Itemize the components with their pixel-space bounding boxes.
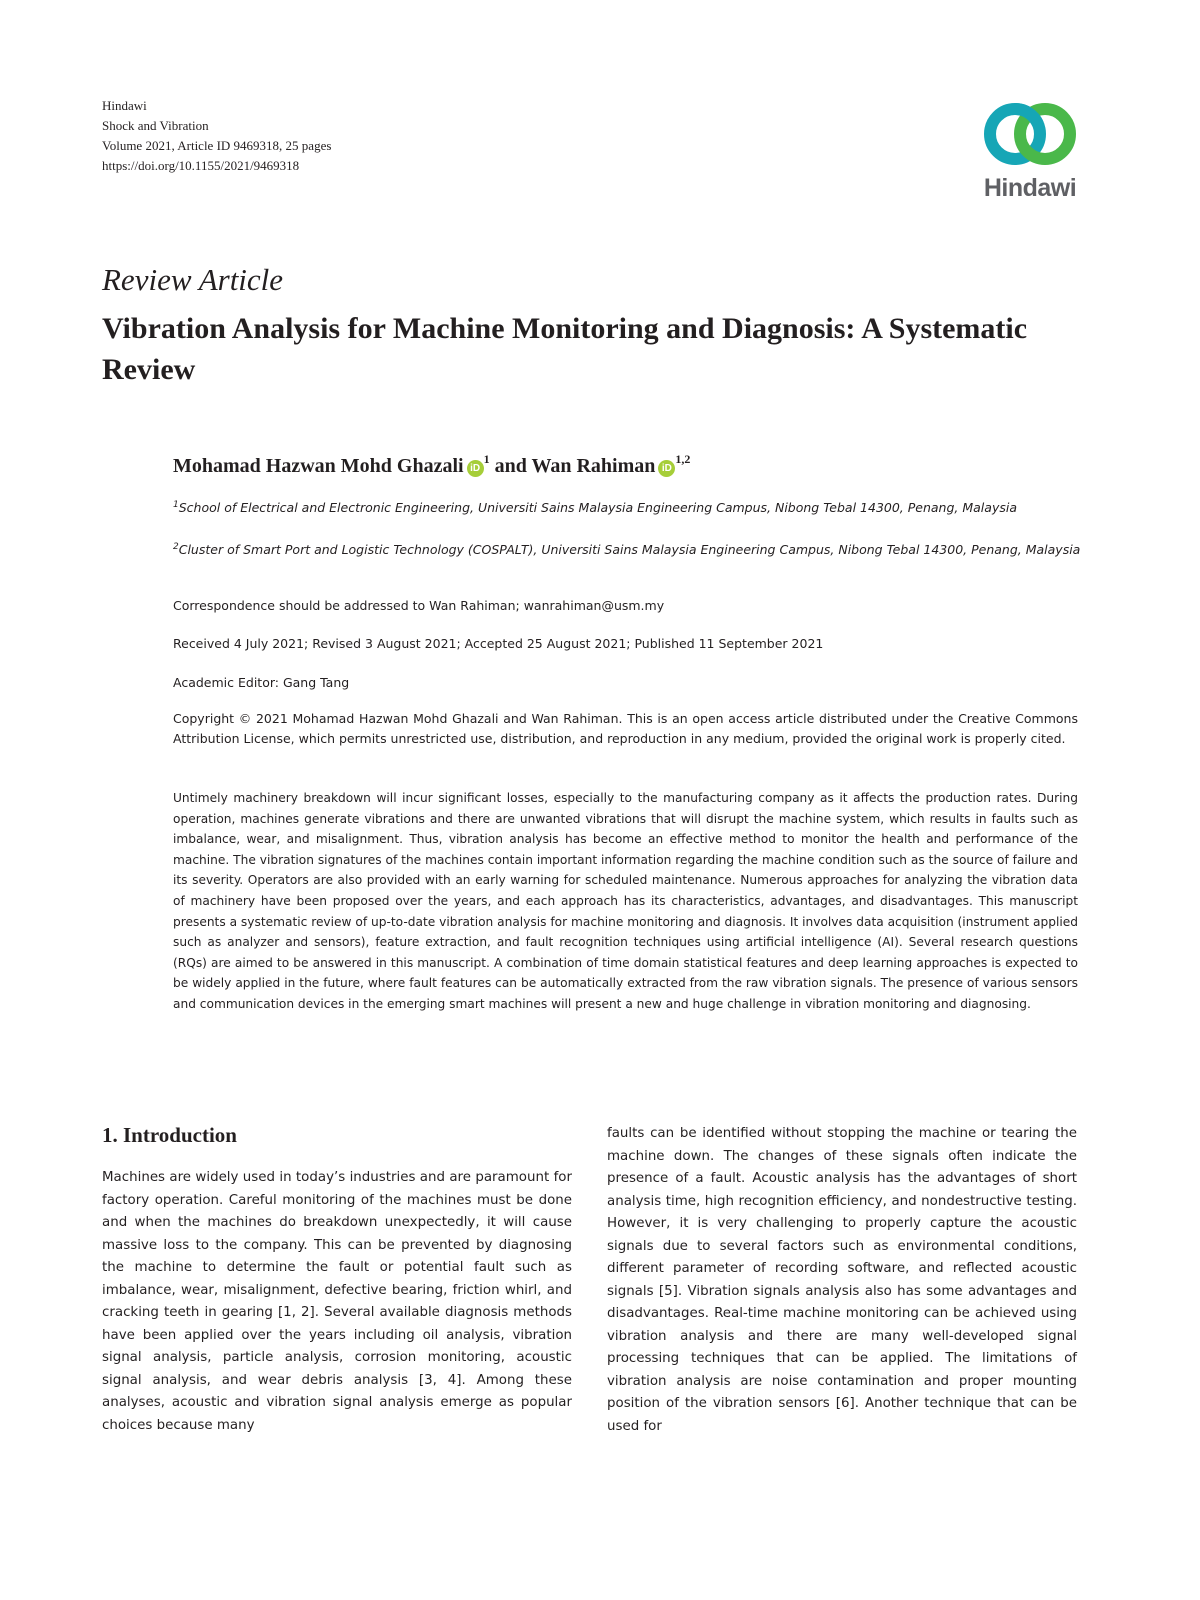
abstract: Untimely machinery breakdown will incur significant losses, especially to the manufacturing company as it affects the production rates. During operation, machines generate vibrations and there are unwanted vibrations that will disrupt the machine system, which results in faults such as imbalance, wear, and misalignment. Thus, vibration analysis has become an effective method to monitor the health and performance of the machine. The vibration signatures of the machines contain important information regarding the machine condition such as the source of failure and its severity. Operators are also provided with an early warning for scheduled maintenance. Numerous approaches for analyzing the vibration data of machinery have been proposed over the years, and each approach has its characteristics, advantages, and disadvantages. This manuscript presents a systematic review of up-to-date vibration analysis for machine monitoring and diagnosis. It involves data acquisition (instrument applied such as analyzer and sensors), feature extraction, and fault recognition techniques using artificial intelligence (AI). Several research questions (RQs) are aimed to be answered in this manuscript. A combination of time domain statistical features and deep learning approaches is expected to be widely applied in the future, where fault features can be automatically extracted from the raw vibration signals. The presence of various sensors and communication devices in the emerging smart machines will present a new and huge challenge in vibration monitoring and diagnosing.	[173, 791, 1078, 1011]
article-dates: Received 4 July 2021; Revised 3 August 2021; Accepted 25 August 2021; Published 11 September 2021	[173, 636, 824, 651]
author-name[interactable]: Wan Rahiman	[531, 455, 656, 477]
doi-link[interactable]: https://doi.org/10.1155/2021/9469318	[102, 158, 300, 173]
hindawi-logo	[975, 96, 1085, 204]
affiliation-text: School of Electrical and Electronic Engineering, Universiti Sains Malaysia Engineering Campus, Nibong Tebal 14300, Penang, Malaysia	[178, 500, 1017, 516]
author-connector: and	[494, 455, 527, 477]
copyright-notice: Copyright © 2021 Mohamad Hazwan Mohd Ghazali and Wan Rahiman. This is an open access article distributed under the Creative Commons Attribution License, which permits unrestricted use, distribution, and reproduction in any medium, provided the original work is properly cited.	[173, 711, 1078, 746]
affiliation-2	[173, 537, 1083, 560]
article-type: Review Article	[102, 262, 284, 297]
author-name[interactable]: Mohamad Hazwan Mohd Ghazali	[173, 455, 464, 477]
affiliation-mark: 1	[483, 452, 490, 466]
section-heading: 1. Introduction	[102, 1123, 237, 1147]
affiliation-number: 2	[173, 542, 179, 552]
affiliation-number: 1	[173, 500, 179, 510]
academic-editor: Academic Editor: Gang Tang	[173, 675, 350, 690]
author-list	[173, 452, 690, 478]
hindawi-rings-icon	[975, 96, 1085, 176]
affiliation-text: Cluster of Smart Port and Logistic Technology (COSPALT), Universiti Sains Malaysia Engineering Campus, Nibong Tebal 14300, Penang, Malaysia	[178, 542, 1081, 558]
affiliation-1	[173, 495, 1083, 518]
publisher-name: Hindawi	[102, 98, 147, 113]
orcid-icon[interactable]: iD	[658, 460, 675, 477]
correspondence: Correspondence should be addressed to Wan Rahiman; wanrahiman@usm.my	[173, 598, 665, 613]
hindawi-wordmark: Hindawi	[983, 174, 1077, 202]
journal-name: Shock and Vibration	[102, 118, 209, 133]
orcid-icon[interactable]: iD	[467, 460, 484, 477]
volume-info: Volume 2021, Article ID 9469318, 25 pages	[102, 138, 332, 153]
body-column-right: faults can be identified without stopping the machine or tearing the machine down. The changes of these signals often indicate the presence of a fault. Acoustic analysis has the advantages of short analysis time, high recognition efficiency, and nondestructive testing. However, it is very challenging to properly capture the acoustic signals due to several factors such as environmental conditions, different parameter of recording software, and reflected acoustic signals [5]. Vibration signals analysis also has some advantages and disadvantages. Real-time machine monitoring can be achieved using vibration analysis and there are many well-developed signal processing techniques that can be applied. The limitations of vibration analysis are noise contamination and proper mounting position of the vibration sensors [6]. Another technique that can be used for	[607, 1126, 1077, 1434]
body-column-left: Machines are widely used in today’s industries and are paramount for factory operation. Careful monitoring of the machines must be done and when the machines do breakdown unexpectedly, it will cause massive loss to the company. This can be prevented by diagnosing the machine to determine the fault or potential fault such as imbalance, wear, misalignment, defective bearing, friction whirl, and cracking teeth in gearing [1, 2]. Several available diagnosis methods have been applied over the years including oil analysis, vibration signal analysis, particle analysis, corrosion monitoring, acoustic signal analysis, and wear debris analysis [3, 4]. Among these analyses, acoustic and vibration signal analysis emerge as popular choices because many	[102, 1170, 572, 1433]
affiliation-mark: 1,2	[675, 452, 691, 466]
journal-masthead	[102, 96, 331, 176]
article-title: Vibration Analysis for Machine Monitoring and Diagnosis: A Systematic Review	[102, 312, 1028, 386]
